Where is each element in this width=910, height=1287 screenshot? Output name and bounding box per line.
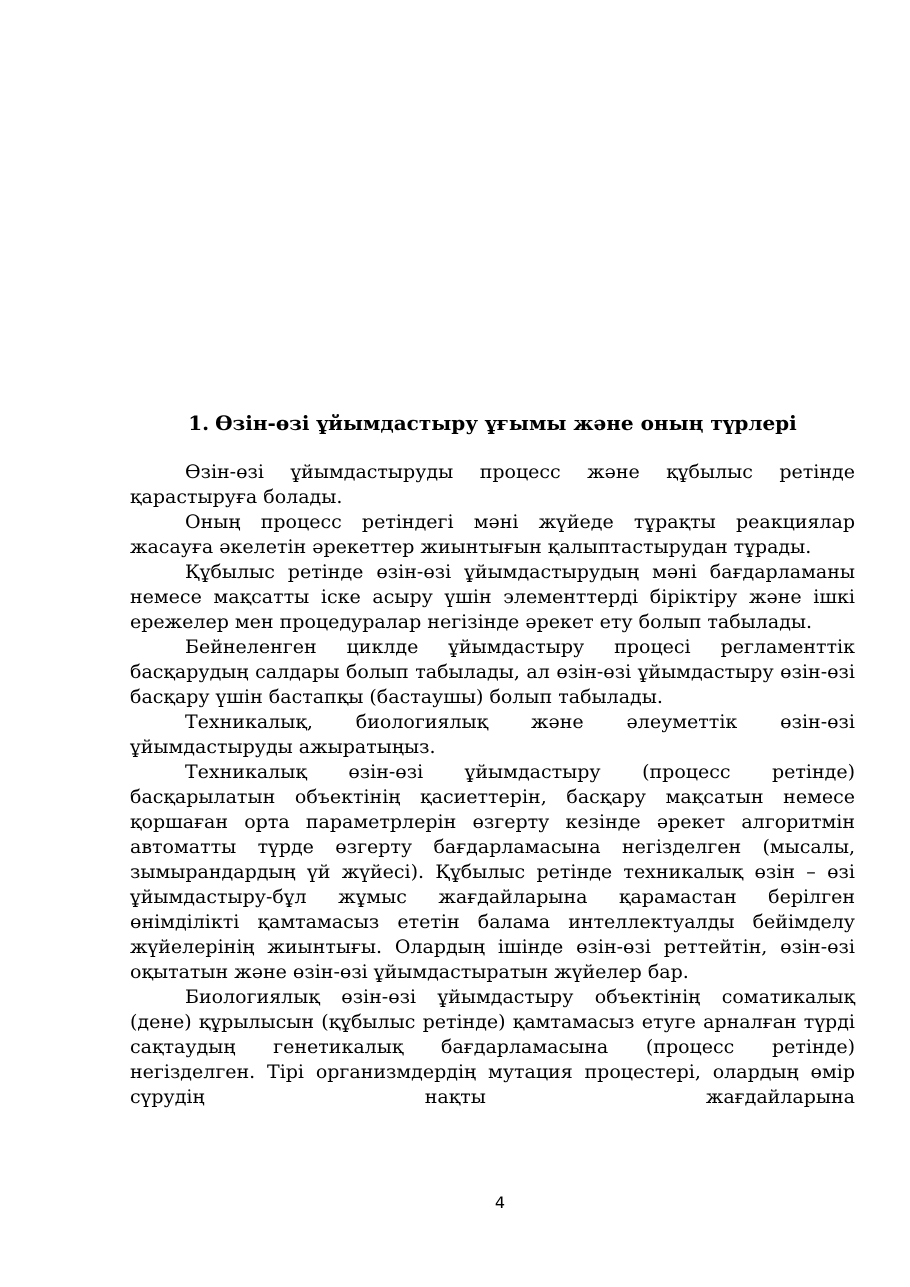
page-number: 4	[494, 1193, 506, 1212]
paragraph: Оның процесс ретіндегі мәні жүйеде тұрақты реакциялар жасауға әкелетін әрекеттер жиынтығын қалыптастырудан тұрады.	[130, 511, 855, 558]
paragraph: Техникалық, биологиялық және әлеуметтік өзін-өзі ұйымдастыруды ажыратыңыз.	[130, 711, 855, 758]
section-number: 1.	[188, 411, 210, 435]
paragraph: Техникалық өзін-өзі ұйымдастыру (процесс ретінде) басқарылатын объектінің қасиеттерін, басқару мақсатын немесе қоршаған орта параметрлерін өзгерту кезінде әрекет алгоритмін автоматты түрде өзгерту бағдарламасына негізделген (мысалы, зымырандардың үй жүйесі). Құбылыс ретінде техникалық өзін – өзі ұйымдастыру-бұл жұмыс жағдайларына қарамастан берілген өнімділікті қамтамасыз ететін балама интеллектуалды бейімделу жүйелерінің жиынтығы. Олардың ішінде өзін-өзі реттейтін, өзін-өзі оқытатын және өзін-өзі ұйымдастыратын жүйелер бар.	[130, 761, 855, 983]
paragraph: Бейнеленген циклде ұйымдастыру процесі регламенттік басқарудың салдары болып табылады, ал өзін-өзі ұйымдастыру өзін-өзі басқару үшін бастапқы (бастаушы) болып табылады.	[130, 636, 855, 708]
paragraph: Өзін-өзі ұйымдастыруды процесс және құбылыс ретінде қарастыруға болады.	[130, 461, 855, 508]
section-title: Өзін-өзі ұйымдастыру ұғымы және оның түрлері	[215, 411, 797, 435]
paragraph-last: Биологиялық өзін-өзі ұйымдастыру объектінің соматикалық (дене) құрылысын (құбылыс ретінде) қамтамасыз етуге арналған түрді сақтаудың генетикалық бағдарламасына (процесс ретінде) негізделген. Тірі организмдердің мутация процестері, олардың өмір сүрудің нақты жағдайларына	[130, 986, 855, 1108]
paragraph: Құбылыс ретінде өзін-өзі ұйымдастырудың мәні бағдарламаны немесе мақсатты іске асыру үшін элементтерді біріктіру және ішкі ережелер мен процедуралар негізінде әрекет ету болып табылады.	[130, 561, 855, 633]
body-text	[130, 460, 855, 1110]
section-heading	[130, 410, 855, 436]
